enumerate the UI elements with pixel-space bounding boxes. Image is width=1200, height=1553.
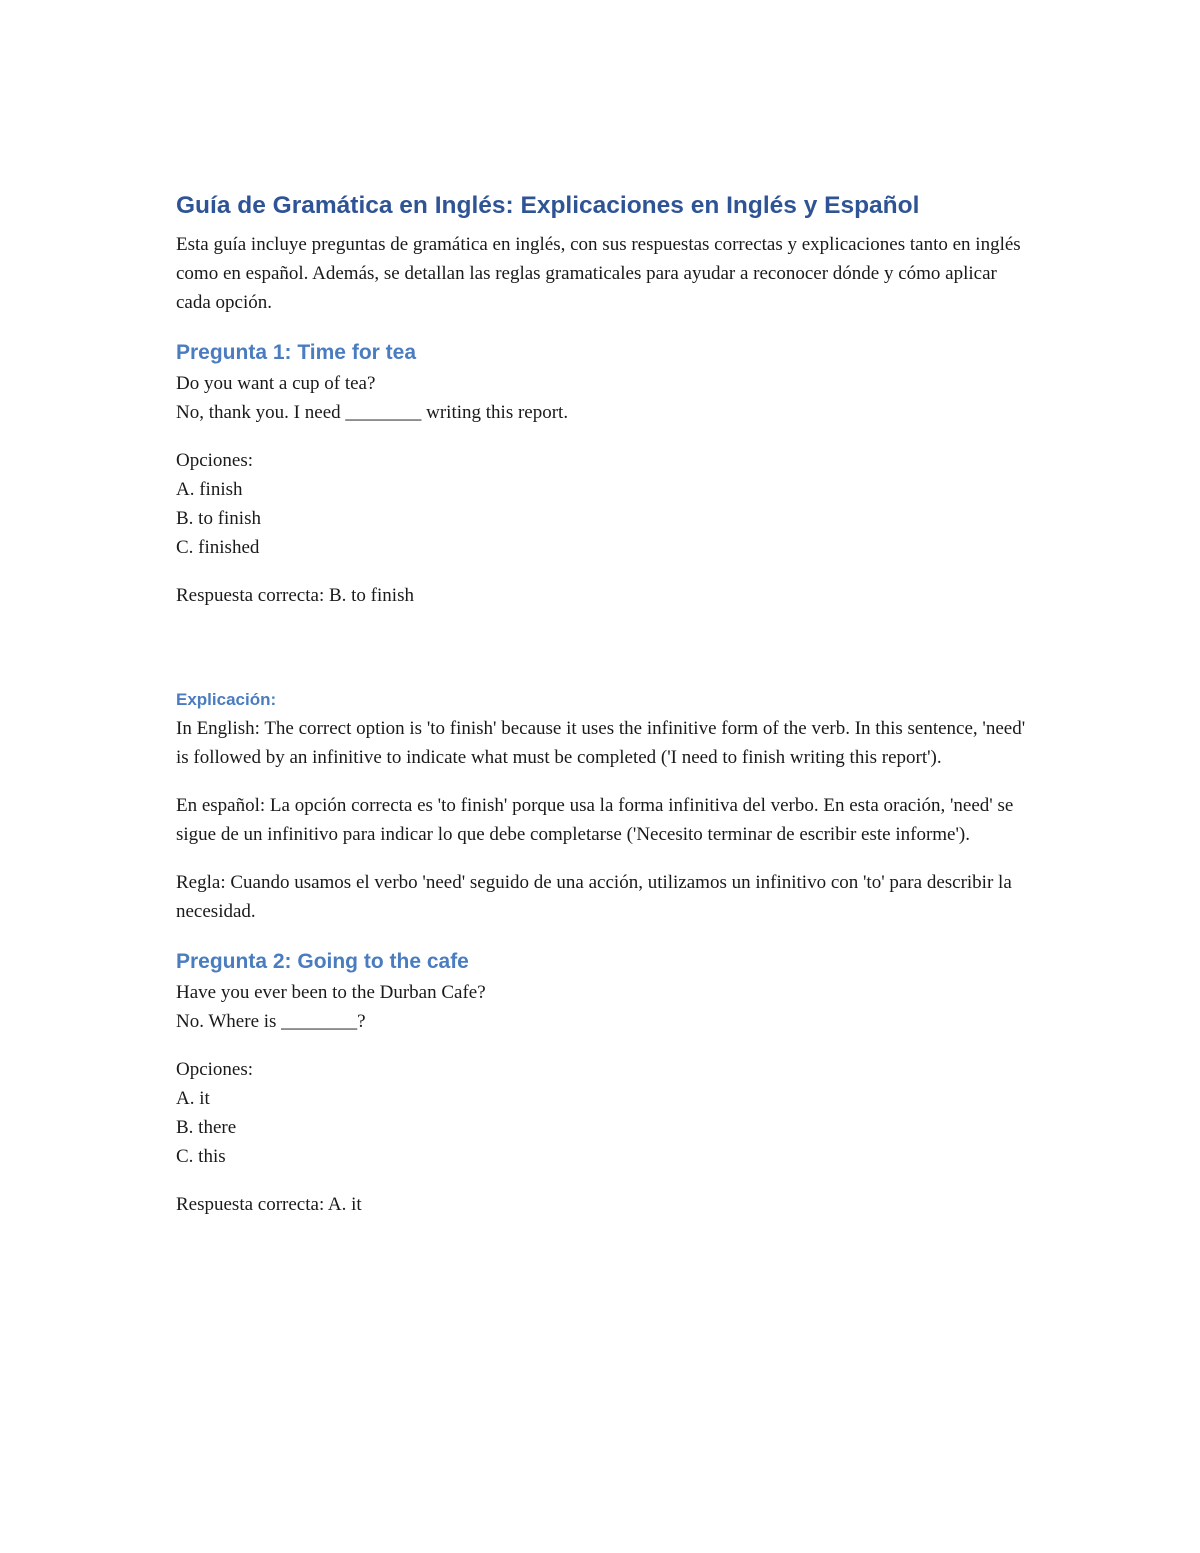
intro-paragraph: Esta guía incluye preguntas de gramática en inglés, con sus respuestas correctas y explicaciones tanto en inglés como en español. Además, se detallan las reglas gramaticales para ayudar a reconocer dónde y cómo aplicar cada opción. <box>176 234 1021 313</box>
dialogue-line: No, thank you. I need ________ writing this report. <box>176 402 569 423</box>
question-1-heading: Pregunta 1: Time for tea <box>176 341 417 364</box>
option-item: C. finished <box>176 537 260 558</box>
question-2-dialogue <box>176 978 1036 1036</box>
dialogue-line: No. Where is ________? <box>176 1011 366 1032</box>
grammar-rule: Regla: Cuando usamos el verbo 'need' seguido de una acción, utilizamos un infinitivo con 'to' para describir la necesidad. <box>176 872 1012 922</box>
option-item: A. it <box>176 1088 210 1109</box>
dialogue-line: Do you want a cup of tea? <box>176 373 376 394</box>
explanation-heading: Explicación: <box>176 690 277 709</box>
question-1-options <box>176 446 1036 562</box>
question-1-dialogue <box>176 369 1036 427</box>
explanation-spanish: En español: La opción correcta es 'to finish' porque usa la forma infinitiva del verbo. En esta oración, 'need' se sigue de un infinitivo para indicar lo que debe completarse ('Necesito terminar de escribir este informe'). <box>176 795 1014 845</box>
question-2-options <box>176 1055 1036 1171</box>
question-2-answer: Respuesta correcta: A. it <box>176 1194 362 1215</box>
explanation-english: In English: The correct option is 'to finish' because it uses the infinitive form of the verb. In this sentence, 'need' is followed by an infinitive to indicate what must be completed ('I need to finish writing this report'). <box>176 718 1026 768</box>
options-label: Opciones: <box>176 1059 254 1080</box>
document-content <box>176 188 1036 1219</box>
option-item: C. this <box>176 1146 226 1167</box>
option-item: B. there <box>176 1117 237 1138</box>
document-title: Guía de Gramática en Inglés: Explicaciones en Inglés y Español <box>176 192 920 219</box>
option-item: A. finish <box>176 479 243 500</box>
question-1-answer: Respuesta correcta: B. to finish <box>176 585 414 606</box>
question-2-heading: Pregunta 2: Going to the cafe <box>176 950 469 973</box>
options-label: Opciones: <box>176 450 254 471</box>
option-item: B. to finish <box>176 508 261 529</box>
dialogue-line: Have you ever been to the Durban Cafe? <box>176 982 486 1003</box>
